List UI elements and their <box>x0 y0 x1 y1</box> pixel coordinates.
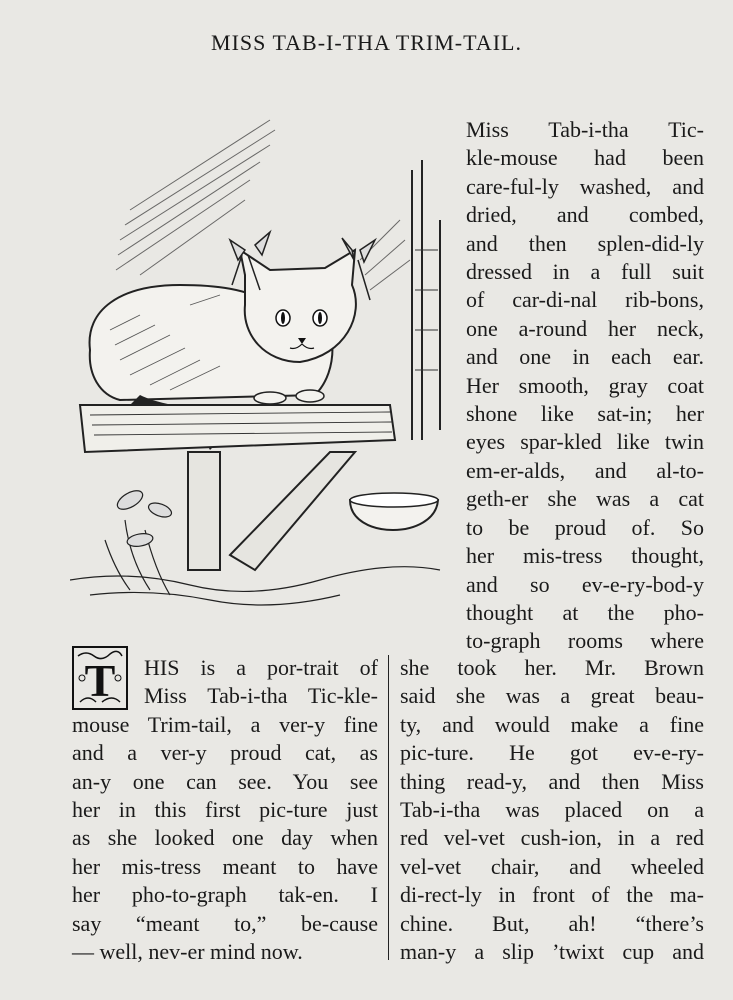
text-line: man-y a slip ’twixt cup and <box>400 939 704 965</box>
text-line: to-graph rooms where <box>466 628 704 654</box>
text-line: Miss Tab-i-tha Tic-kle- <box>144 683 378 709</box>
text-line: her mis-tress thought, <box>466 543 704 569</box>
right-column-top-text <box>466 116 704 656</box>
text-line: ty, and would make a fine <box>400 711 704 737</box>
text-line: em-er-alds, and al-to- <box>466 457 704 483</box>
text-line: care-ful-ly washed, and <box>466 173 704 199</box>
text-line: HIS is a por-trait of <box>144 655 378 680</box>
column-divider <box>388 655 389 960</box>
text-line: and so ev-e-ry-bod-y <box>466 571 704 597</box>
text-line: di-rect-ly in front of the ma- <box>400 882 704 908</box>
text-line: Tab-i-tha was placed on a <box>400 797 704 823</box>
text-line: thing read-y, and then Miss <box>400 768 704 794</box>
right-column-bottom-text <box>400 654 704 966</box>
dropcap-letter: T <box>84 655 116 706</box>
text-line: to be proud of. So <box>466 514 704 540</box>
text-line: she took her. Mr. Brown <box>400 655 704 680</box>
text-line: and then splen-did-ly <box>466 230 704 256</box>
text-line: — well, nev-er mind now. <box>72 939 303 965</box>
text-line: one a-round her neck, <box>466 315 704 341</box>
text-line: and one in each ear. <box>466 344 704 370</box>
text-line: eyes spar-kled like twin <box>466 429 704 455</box>
text-line: kle-mouse had been <box>466 145 704 171</box>
text-line: of car-di-nal rib-bons, <box>466 287 704 313</box>
text-line: dried, and combed, <box>466 202 704 228</box>
text-line: said she was a great beau- <box>400 683 704 709</box>
text-line: shone like sat-in; her <box>466 401 704 427</box>
text-line: red vel-vet cush-ion, in a red <box>400 825 704 851</box>
text-line: thought at the pho- <box>466 599 704 625</box>
text-line: pic-ture. He got ev-e-ry- <box>400 740 704 766</box>
left-column-text <box>72 654 378 966</box>
text-line: her mis-tress meant to have <box>72 853 378 879</box>
text-line: say “meant to,” be-cause <box>72 910 378 936</box>
text-line: an-y one can see. You see <box>72 768 378 794</box>
text-line: chine. But, ah! “there’s <box>400 910 704 936</box>
text-line: mouse Trim-tail, a ver-y fine <box>72 711 378 737</box>
text-line: her pho-to-graph tak-en. I <box>72 882 378 908</box>
text-line: dressed in a full suit <box>466 259 704 285</box>
text-line: geth-er she was a cat <box>466 486 704 512</box>
text-line: vel-vet chair, and wheeled <box>400 853 704 879</box>
text-line: her in this first pic-ture just <box>72 797 378 823</box>
text-line: as she looked one day when <box>72 825 378 851</box>
text-line: Her smooth, gray coat <box>466 372 704 398</box>
text-line: and a ver-y proud cat, as <box>72 740 378 766</box>
cat-on-bench-illustration <box>70 100 450 620</box>
page-title: MISS TAB-I-THA TRIM-TAIL. <box>211 30 522 55</box>
text-line: Miss Tab-i-tha Tic- <box>466 117 704 142</box>
